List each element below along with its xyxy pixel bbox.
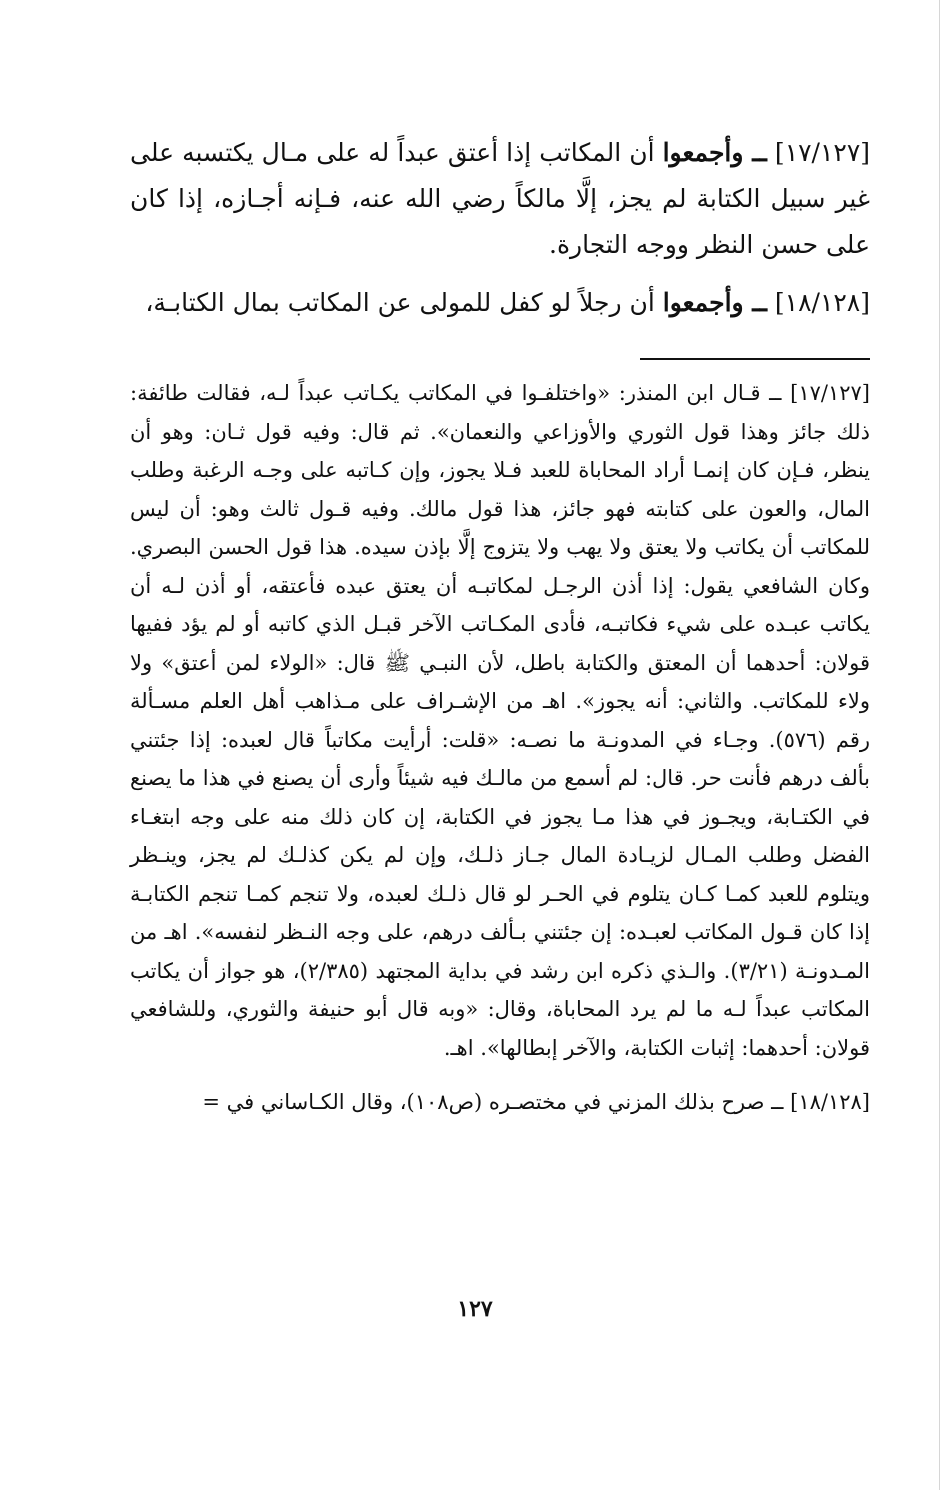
page-number: ١٢٧ <box>457 1296 493 1322</box>
paragraph-reference: [١٨/١٢٨] <box>774 288 870 317</box>
main-paragraph-1 <box>130 130 870 268</box>
paragraph-lead: ــ وأجمعوا <box>662 138 767 167</box>
document-page <box>130 130 870 1122</box>
footnote-text: ــ صرح بذلك المزني في مختصـره (ص١٠٨)، وقال الكـاساني في = <box>202 1090 784 1114</box>
footnote-1 <box>130 374 870 1067</box>
main-paragraph-2 <box>130 280 870 326</box>
footnote-text: ــ قـال ابن المنذر: «واختلفـوا في المكاتب يكـاتب عبداً لـه، فقالت طائفة: ذلك جائز وهذا قول الثوري والأوزاعي والنعمان». ثم قال: وفيه قول ثـان: وهو أن ينظر، فـإن كان إنمـا أراد المحاباة للعبد فـلا يجوز، وإن كـاتبه على وجـه الرغبة وطلب المال، والعون على كتابته فهو جائز، هذا قول مالك. وفيه قـول ثالث وهو: أن ليس للمكاتب أن يكاتب ولا يعتق ولا يهب ولا يتزوج إلَّا بإذن سيده. هذا قول الحسن البصري. وكان الشافعي يقول: إذا أذن الرجـل لمكاتبـه أن يعتق عبده فأعتقه، أو أذن لـه أن يكاتب عبـده على شيء فكاتبـه، فأدى المكـاتب الآخر قبـل الذي كاتبه أو لم يؤد ففيها قولان: أحدهما أن المعتق والكتابة باطل، لأن النبـي ﷺ قال: «الولاء لمن أعتق» ولا ولاء للمكاتب. والثاني: أنه يجوز». اهـ من الإشـراف على مـذاهب أهل العلم مسـألة رقم (٥٧٦). وجـاء في المدونـة ما نصـه: «قلت: أرأيت مكاتباً قال لعبده: إذا جئتني بألف درهم فأنت حر. قال: لم أسمع من مالـك فيه شيئاً وأرى أن يصنع في هذا ما يصنع في الكتـابة، ويجـوز في هذا مـا يجوز في الكتابة، إن كان ذلك منه على وجه ابتغـاء الفضل وطلب المـال لزيـادة المال جـاز ذلـك، وإن لم يكن كذلـك لم يجز، وينـظر ويتلوم للعبد كمـا كـان يتلوم في الحـر لو قال ذلـك لعبده، ولا تنجم كمـا تنجم الكتابـة إذا كان قـول المكاتب لعبـده: إن جئتني بـألف درهم، على وجه النـظر لنفسه». اهـ من المـدونـة (٣/٢١). والـذي ذكره ابن رشد في بداية المجتهد (٢/٣٨٥)، هو جواز أن يكاتب المكاتب عبداً لـه ما لم يرد المحاباة، وقال: «وبه قال أبو حنيفة والثوري، وللشافعي قولان: أحدهما: إثبات الكتابة، والآخر إبطالها». اهـ. <box>130 381 871 1060</box>
footnote-divider <box>640 358 870 360</box>
footnote-reference: [١٨/١٢٨] <box>790 1090 870 1114</box>
footnote-2 <box>130 1083 870 1122</box>
main-text <box>130 130 870 326</box>
paragraph-text: أن رجلاً لو كفل للمولى عن المكاتب بمال الكتابـة، <box>145 288 655 317</box>
paragraph-text: أن المكاتب إذا أعتق عبداً له على مـال يكتسبه على غير سبيل الكتابة لم يجز، إلَّا مالكاً رضي الله عنه، فـإنه أجـازه، إذا كان على حسن النظر ووجه التجارة. <box>130 138 870 259</box>
footnote-reference: [١٧/١٢٧] <box>790 381 870 405</box>
paragraph-lead: ــ وأجمعوا <box>662 288 767 317</box>
footnotes <box>130 374 870 1122</box>
page-edge-line <box>939 0 940 1490</box>
paragraph-reference: [١٧/١٢٧] <box>774 138 871 167</box>
